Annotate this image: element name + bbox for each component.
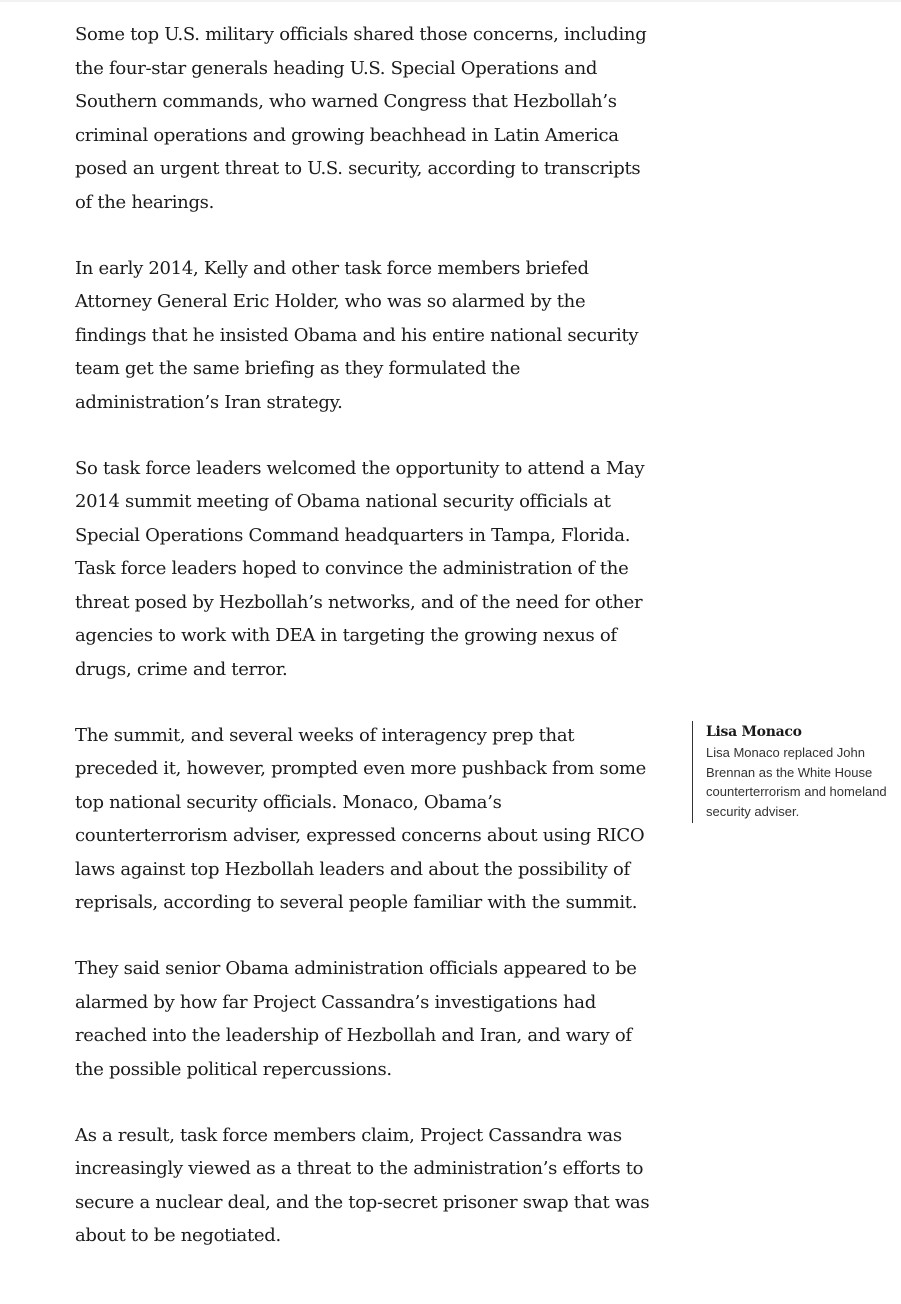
article-paragraph-6: As a result, task force members claim, Project Cassandra was increasingly viewed as a threat to the administration’s efforts to secure a nuclear deal, and the top-secret prisoner swap that was about to be negotiated. [75,1124,650,1246]
article-body [75,18,655,1285]
article-paragraph-2: In early 2014, Kelly and other task force members briefed Attorney General Eric Holder, who was so alarmed by the findings that he insisted Obama and his entire national security team get the same briefing as they formulated the administration’s Iran strategy. [75,257,639,413]
top-divider [0,0,901,2]
article-paragraph-1: Some top U.S. military officials shared those concerns, including the four-star generals heading U.S. Special Operations and Southern commands, who warned Congress that Hezbollah’s criminal operations and growing beachhead in Latin America posed an urgent threat to U.S. security, according to transcripts of the hearings. [75,24,647,213]
sidebar-note-body: Lisa Monaco replaced John Brennan as the White House counterterrorism and homeland security adviser. [706,745,887,819]
article-paragraph-3: So task force leaders welcomed the opportunity to attend a May 2014 summit meeting of Obama national security officials at Special Operations Command headquarters in Tampa, Florida. Task force leaders hoped to convince the administration of the threat posed by Hezbollah’s networks, and of the need for other agencies to work with DEA in targeting the growing nexus of drugs, crime and terror. [75,457,645,680]
article-paragraph-5: They said senior Obama administration officials appeared to be alarmed by how far Project Cassandra’s investigations had reached into the leadership of Hezbollah and Iran, and wary of the possible political repercussions. [75,958,637,1080]
sidebar-note [692,721,891,823]
article-paragraph-4: The summit, and several weeks of interagency prep that preceded it, however, prompted even more pushback from some top national security officials. Monaco, Obama’s counterterrorism adviser, expressed concerns about using RICO laws against top Hezbollah leaders and about the possibility of reprisals, according to several people familiar with the summit. [75,724,647,913]
sidebar-note-title: Lisa Monaco [706,724,802,740]
